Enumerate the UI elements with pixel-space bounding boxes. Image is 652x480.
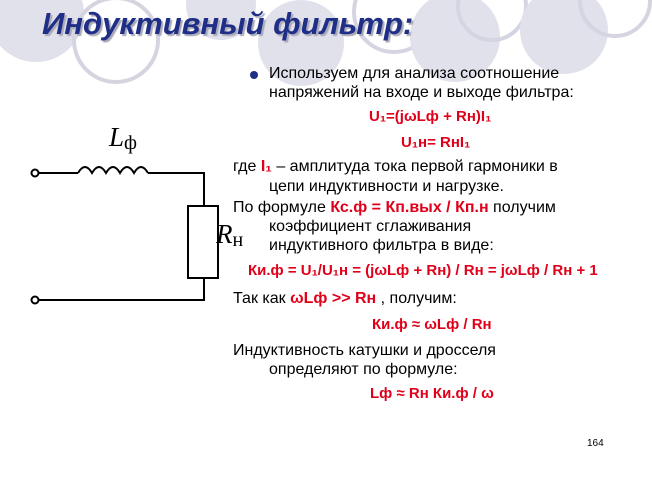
inductance-line1: Индуктивность катушки и дросселя [233,342,496,359]
slide-title: Индуктивный фильтр: [42,6,414,41]
bullet1-line1: Используем для анализа соотношение [269,65,560,82]
inductance-line2: определяют по формуле: [269,361,458,378]
input-terminal-top [32,170,39,177]
where-prefix: где [233,158,257,175]
byformula-line1 [233,198,556,217]
bullet-dot-1 [250,71,258,79]
inductor-label: Lф [109,122,137,154]
where-rest: – амплитуда тока первой гармоники в [271,158,558,175]
byformula-symbol: Кс.ф = Кп.вых / Кп.н [330,199,489,216]
page-number: 164 [587,438,604,449]
resistor-label: Rн [216,219,244,251]
sincewe-symbol: ωLф >> Rн [290,290,377,307]
byformula-prefix: По формуле [233,199,326,216]
formula-smoothing-coefficient: Ки.ф = U₁/U₁н = (jωLф + Rн) / Rн = jωLф / Rн + 1 [248,262,598,279]
sincewe-suffix: , получим: [376,290,457,307]
formula-u1: U₁=(jωLф + Rн)I₁ [369,108,492,125]
formula-inductance: Lф ≈ Rн Ки.ф / ω [370,385,494,402]
where-line2: цепи индуктивности и нагрузке. [269,178,504,195]
input-terminal-bottom [32,297,39,304]
byformula-suffix: получим [488,199,556,216]
inductive-filter-circuit [0,110,244,440]
byformula-line3: индуктивного фильтра в виде: [269,237,494,254]
byformula-line2: коэффициент сглаживания [269,218,472,235]
inductor-coils [78,167,148,173]
resistor-body [188,206,218,278]
formula-approx-coefficient: Ки.ф ≈ ωLф / Rн [372,316,492,333]
sincewe-line [233,289,457,308]
formula-u1n: U₁н= RнI₁ [401,134,471,151]
where-line1 [233,157,558,176]
sincewe-prefix: Так как [233,290,286,307]
where-symbol: I₁ [260,158,272,175]
wire-output-top [148,173,204,206]
wire-output-bottom [38,278,204,300]
bullet1-line2: напряжений на входе и выходе фильтра: [269,84,574,101]
